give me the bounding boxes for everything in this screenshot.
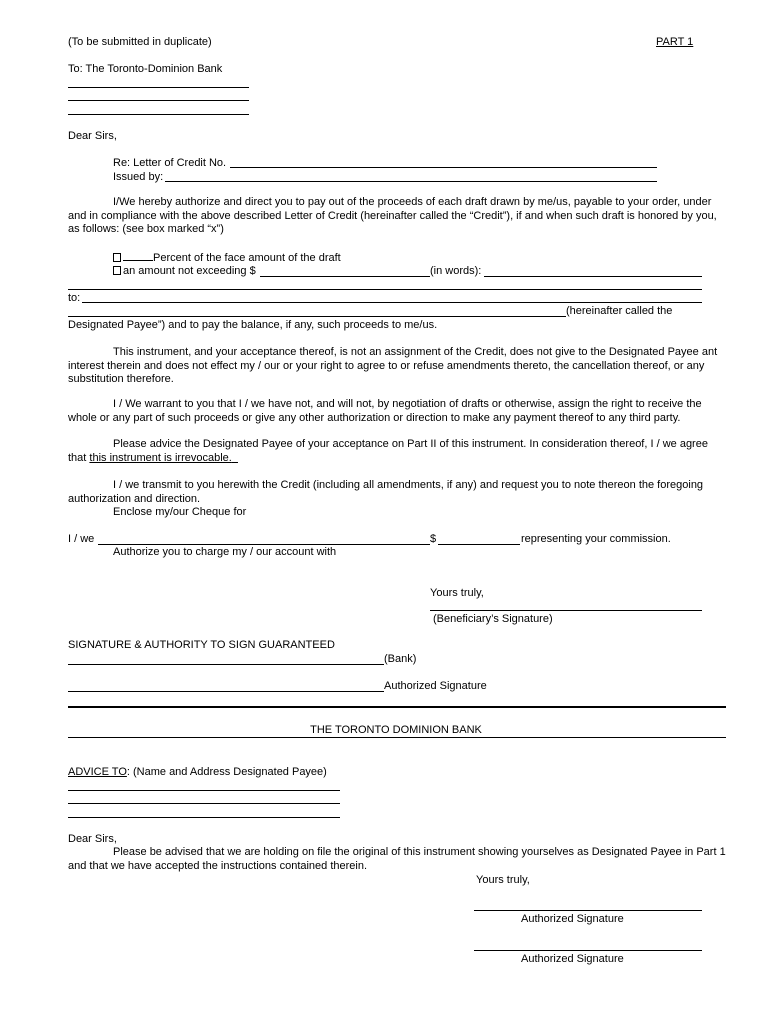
advice-to-heading: ADVICE TO: (Name and Address Designated Payee): [68, 766, 327, 778]
authorized-signature-line[interactable]: [68, 691, 384, 692]
percent-field[interactable]: [123, 251, 153, 261]
beneficiary-signature-line[interactable]: [430, 610, 702, 611]
part2-signature-line-1[interactable]: [474, 910, 702, 911]
part2-salutation: Dear Sirs,: [68, 833, 117, 845]
warrant-paragraph: I / We warrant to you that I / we have not, and will not, by negotiation of drafts or otherwise, assign the right to receive the whole or any part of such proceeds or give any other authorization or direction to make any payment thereof to any third party.: [68, 398, 702, 424]
advice-paragraph: Please advice the Designated Payee of your acceptance on Part II of this instrument. In consideration thereof, I / we agree that this instrument is irrevocable.: [68, 438, 708, 464]
addressee: To: The Toronto-Dominion Bank: [68, 63, 223, 75]
i-we-label: I / we: [68, 533, 95, 545]
irrevocable-text: this instrument is irrevocable.: [89, 451, 232, 464]
part-label: PART 1: [656, 36, 694, 48]
blank-line[interactable]: [68, 289, 702, 290]
address-line-3[interactable]: [68, 114, 249, 115]
instrument-paragraph: This instrument, and your acceptance thereof, is not an assignment of the Credit, does not give to the Designated Payee ant interest therein and does not effect my / our or your right to agree to or refuse amendments thereto, the cancellation thereof, or any substitution therefore.: [68, 346, 718, 385]
part2-signature-label-1: Authorized Signature: [521, 913, 624, 925]
authorized-signature-label: Authorized Signature: [384, 680, 487, 692]
salutation: Dear Sirs,: [68, 130, 117, 142]
bank-label: (Bank): [384, 653, 417, 665]
part2-signature-label-2: Authorized Signature: [521, 953, 624, 965]
payee-field-2[interactable]: [68, 316, 566, 317]
payee-address-line-2[interactable]: [68, 803, 340, 804]
yours-truly: Yours truly,: [430, 587, 484, 599]
enclose-text: Enclose my/our Cheque for: [113, 506, 247, 518]
lc-number-label: Re: Letter of Credit No.: [113, 157, 227, 169]
section-divider-bottom: [68, 737, 726, 738]
bank-title: THE TORONTO DOMINION BANK: [310, 724, 482, 736]
payee-address-line-1[interactable]: [68, 790, 340, 791]
payee-address-line-3[interactable]: [68, 817, 340, 818]
address-line-2[interactable]: [68, 100, 249, 101]
authorize-paragraph: I/We hereby authorize and direct you to pay out of the proceeds of each draft drawn by me/us, payable to your order, under and in compliance with the above described Letter of Credit (hereinafter called the “Credit”), if and when such draft is honored by you, as follows: (see box marked “x”): [68, 196, 717, 235]
option-amount: an amount not exceeding $: [113, 265, 256, 279]
option-percent: Percent of the face amount of the draft: [113, 251, 341, 266]
beneficiary-signature-label: (Beneficiary’s Signature): [433, 613, 553, 625]
commission-text: representing your commission.: [521, 533, 671, 545]
guarantee-heading: SIGNATURE & AUTHORITY TO SIGN GUARANTEED: [68, 639, 335, 651]
authorize-charge-text: Authorize you to charge my / our account with: [113, 546, 337, 558]
part2-signature-line-2[interactable]: [474, 950, 702, 951]
part2-yours-truly: Yours truly,: [476, 874, 530, 886]
address-line-1[interactable]: [68, 87, 249, 88]
commission-amount-field[interactable]: [438, 544, 520, 545]
name-field[interactable]: [98, 544, 430, 545]
to-label: to:: [68, 292, 81, 304]
transmit-paragraph: I / we transmit to you herewith the Credit (including all amendments, if any) and request you to note thereon the foregoing authorization and direction.: [68, 479, 704, 505]
percent-checkbox[interactable]: [113, 253, 121, 262]
amount-checkbox[interactable]: [113, 266, 121, 275]
designated-payee-text: Designated Payee”) and to pay the balance, if any, such proceeds to me/us.: [68, 319, 438, 331]
amount-words-field[interactable]: [484, 276, 702, 277]
section-divider-top: [68, 706, 726, 708]
hereinafter-text: (hereinafter called the: [566, 305, 673, 317]
issued-by-label: Issued by:: [113, 171, 164, 183]
part2-body: Please be advised that we are holding on file the original of this instrument showing yourselves as Designated Payee in Part 1 and that we have accepted the instructions contained therein.: [68, 846, 726, 872]
in-words-label: (in words):: [430, 265, 482, 277]
dollar-sign: $: [430, 533, 437, 545]
payee-field[interactable]: [82, 302, 702, 303]
bank-line[interactable]: [68, 664, 384, 665]
issued-by-field[interactable]: [165, 181, 657, 182]
lc-number-field[interactable]: [230, 167, 657, 168]
submitted-note: (To be submitted in duplicate): [68, 36, 212, 48]
amount-field[interactable]: [260, 276, 430, 277]
